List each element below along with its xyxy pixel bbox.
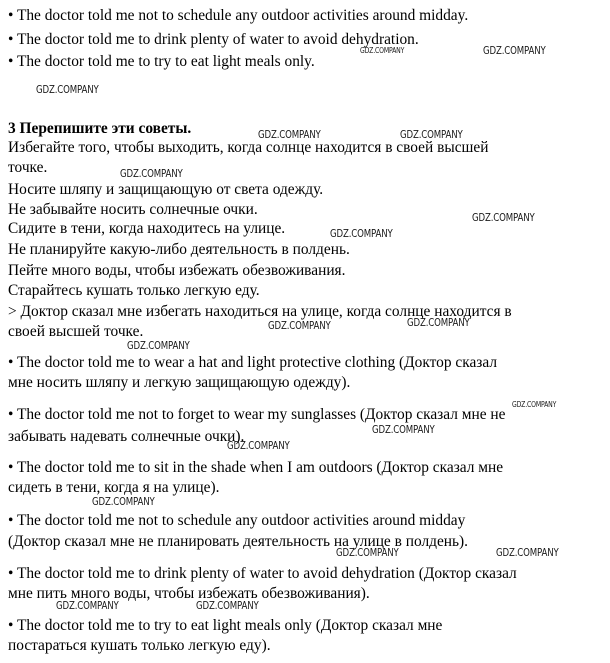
watermark: GDZ.COMPANY <box>127 340 190 352</box>
answer-line: своей высшей точке. <box>8 323 144 340</box>
answer-line: постараться кушать только легкую еду). <box>8 637 271 654</box>
advice-line: Не планируйте какую-либо деятельность в полдень. <box>8 241 350 258</box>
watermark: GDZ.COMPANY <box>512 400 557 409</box>
answer-line: мне носить шляпу и легкую защищающую одежду). <box>8 374 351 391</box>
advice-line: Старайтесь кушать только легкую еду. <box>8 282 260 299</box>
answer-line: • The doctor told me to sit in the shade when I am outdoors (Доктор сказал мне <box>8 459 504 476</box>
watermark: GDZ.COMPANY <box>400 129 463 141</box>
watermark: GDZ.COMPANY <box>483 45 546 57</box>
answer-line: > Доктор сказал мне избегать находиться на улице, когда солнце находится в <box>8 303 512 320</box>
watermark: GDZ.COMPANY <box>372 424 435 436</box>
watermark: GDZ.COMPANY <box>407 317 470 329</box>
answer-line: • The doctor told me to drink plenty of water to avoid dehydration (Доктор сказал <box>8 565 517 582</box>
watermark: GDZ.COMPANY <box>268 320 331 332</box>
watermark: GDZ.COMPANY <box>258 129 321 141</box>
answer-line: сидеть в тени, когда я на улице). <box>8 479 220 496</box>
watermark: GDZ.COMPANY <box>36 84 99 96</box>
section-heading: 3 Перепишите эти советы. <box>8 120 192 137</box>
watermark: GDZ.COMPANY <box>92 496 155 508</box>
answer-line: мне пить много воды, чтобы избежать обезвоживания). <box>8 585 370 602</box>
advice-line: Пейте много воды, чтобы избежать обезвоживания. <box>8 262 346 279</box>
watermark: GDZ.COMPANY <box>330 228 393 240</box>
watermark: GDZ.COMPANY <box>120 168 183 180</box>
bullet-item: • The doctor told me to try to eat light meals only. <box>8 53 315 70</box>
watermark: GDZ.COMPANY <box>472 212 535 224</box>
watermark: GDZ.COMPANY <box>56 600 119 612</box>
watermark: GDZ.COMPANY <box>336 547 399 559</box>
advice-line: Избегайте того, чтобы выходить, когда солнце находится в своей высшей <box>8 139 489 156</box>
advice-line: Сидите в тени, когда находитесь на улице. <box>8 220 286 237</box>
answer-line: забывать надевать солнечные очки). <box>8 428 245 445</box>
bullet-item: • The doctor told me to drink plenty of water to avoid dehydration. <box>8 31 419 48</box>
watermark: GDZ.COMPANY <box>360 46 405 55</box>
advice-line: Носите шляпу и защищающую от света одежду. <box>8 181 324 198</box>
answer-line: (Доктор сказал мне не планировать деятельность на улице в полдень). <box>8 533 469 550</box>
advice-line: Не забывайте носить солнечные очки. <box>8 201 258 218</box>
watermark: GDZ.COMPANY <box>196 600 259 612</box>
bullet-item: • The doctor told me not to schedule any outdoor activities around midday. <box>8 7 469 24</box>
answer-line: • The doctor told me not to schedule any outdoor activities around midday <box>8 512 466 529</box>
answer-line: • The doctor told me to wear a hat and light protective clothing (Доктор сказал <box>8 354 498 371</box>
answer-line: • The doctor told me not to forget to wear my sunglasses (Доктор сказал мне не <box>8 406 506 423</box>
watermark: GDZ.COMPANY <box>227 440 290 452</box>
watermark: GDZ.COMPANY <box>496 547 559 559</box>
advice-line: точке. <box>8 159 48 176</box>
answer-line: • The doctor told me to try to eat light meals only (Доктор сказал мне <box>8 617 443 634</box>
